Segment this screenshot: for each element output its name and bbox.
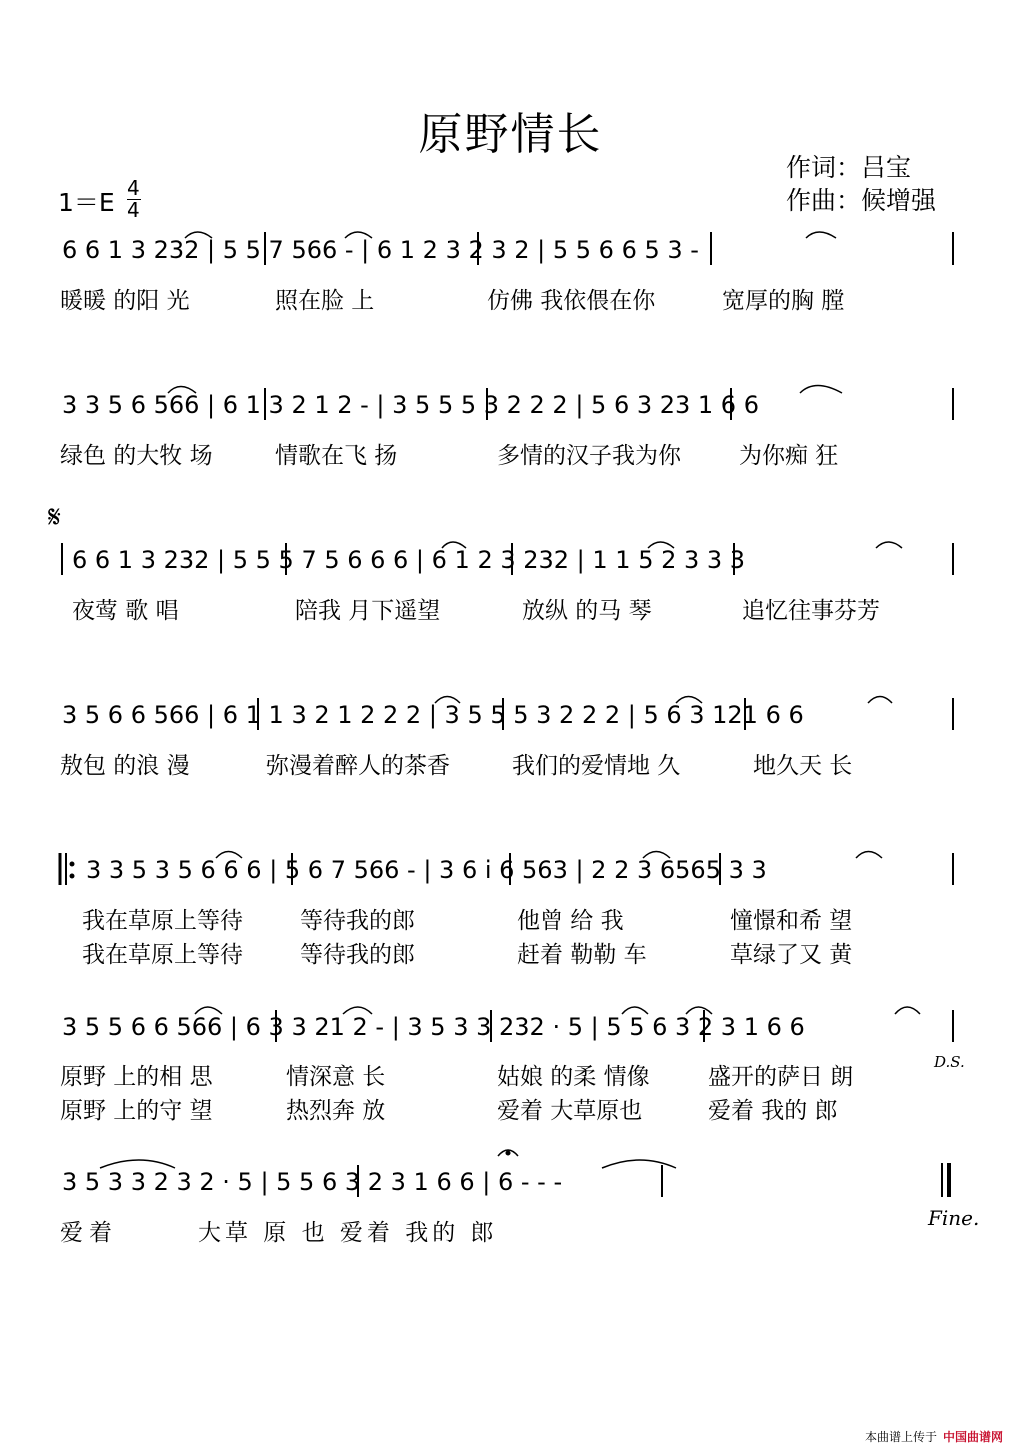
lyric-4-4: 地久天 长 [753, 753, 853, 779]
notes-row-3: 6 6 1 3 232 | 5 5 5 7 5 6 6 6 | 6 1 2 3 232 | 1 1 5 2 3 3 3 [72, 546, 746, 574]
lyric-6-1b: 原野 上的守 望 [60, 1098, 213, 1124]
repeat-dots [70, 862, 75, 879]
lyric-5-2: 等待我的郎 [300, 908, 415, 934]
measure-bars [60, 232, 953, 1197]
lyric-3-2: 陪我 月下遥望 [295, 598, 441, 624]
time-signature-bottom: 4 [127, 198, 140, 222]
notes-row-2: 3 3 5 6 566 | 6 1 3 2 1 2 - | 3 5 5 5 3 2 2 2 | 5 6 3 23 1 6 6 [62, 391, 759, 419]
notes-row-6: 3 5 5 6 6 566 | 6 3 3 21 2 - | 3 5 3 3 232 · 5 | 5 5 6 3 2 3 1 6 6 [62, 1013, 805, 1041]
fine-mark: Fine. [928, 1206, 980, 1230]
lyric-2-3: 多情的汉子我为你 [497, 443, 681, 469]
lyricist-credit: 作词：吕宝 [786, 153, 912, 182]
lyric-2-2: 情歌在飞 扬 [275, 443, 398, 469]
lyric-4-1: 敖包 的浪 漫 [60, 753, 190, 779]
footer-watermark [865, 1428, 1003, 1445]
lyric-4-3: 我们的爱情地 久 [512, 753, 681, 779]
lyric-7-1: 爱着 [60, 1220, 118, 1246]
time-signature-top: 4 [127, 176, 140, 200]
footer-upload-text: 本曲谱上传于 [864, 1430, 937, 1444]
notes-row-1: 6 6 1 3 232 | 5 5 7 566 - | 6 1 2 3 2 3 2 | 5 5 6 6 5 3 - [62, 236, 699, 264]
lyric-5-4: 憧憬和希 望 [730, 908, 853, 934]
lyric-5-2b: 等待我的郎 [300, 942, 415, 968]
ds-mark: D.S. [934, 1053, 965, 1071]
lyric-6-3: 姑娘 的柔 情像 [497, 1064, 650, 1090]
note-rows [62, 236, 805, 1196]
lyric-6-2b: 热烈奔 放 [286, 1098, 386, 1124]
composer-credit: 作曲：候增强 [786, 186, 937, 215]
lyric-6-4: 盛开的萨日 朗 [708, 1064, 854, 1090]
lyric-6-4b: 爱着 我的 郎 [708, 1098, 838, 1124]
lyric-1-4: 宽厚的胸 膛 [722, 288, 845, 314]
lyric-5-3: 他曾 给 我 [517, 908, 624, 934]
lyric-1-2: 照在脸 上 [275, 288, 375, 314]
page-title: 原野情长 [418, 109, 603, 160]
lyric-2-1: 绿色 的大牧 场 [60, 443, 213, 469]
lyric-3-1: 夜莺 歌 唱 [72, 598, 179, 624]
lyric-4-2: 弥漫着醉人的茶香 [266, 753, 450, 779]
notes-row-5: 3 3 5 3 5 6 6 6 | 5 6 7 566 - | 3 6 i 6 563 | 2 2 3 6565 3 3 [86, 856, 767, 884]
notes-row-4: 3 5 6 6 566 | 6 1 1 3 2 1 2 2 2 | 3 5 5 5 3 2 2 2 | 5 6 3 121 6 6 [62, 701, 804, 729]
lyric-2-4: 为你痴 狂 [739, 443, 839, 469]
lyric-1-3: 仿佛 我依偎在你 [487, 288, 656, 314]
lyric-3-3: 放纵 的马 琴 [522, 598, 652, 624]
lyric-5-1: 我在草原上等待 [82, 908, 243, 934]
lyric-6-1: 原野 上的相 思 [60, 1064, 213, 1090]
time-signature-divider [127, 199, 141, 200]
segno-sign: 𝄋 [48, 500, 61, 535]
lyric-7-2: 大草 原 也 爱着 我的 郎 [198, 1220, 498, 1246]
notes-row-7: 3 5 3 3 2 3 2 · 5 | 5 5 6 3 2 3 1 6 6 | 6 - - - [62, 1168, 563, 1196]
lyric-5-4b: 草绿了又 黄 [730, 942, 853, 968]
key-signature: 1＝E [58, 188, 115, 217]
lyric-6-2: 情深意 长 [286, 1064, 386, 1090]
lyric-5-1b: 我在草原上等待 [82, 942, 243, 968]
footer-site-logo[interactable]: 中国曲谱网 [942, 1430, 1003, 1444]
lyric-1-1: 暖暖 的阳 光 [60, 288, 190, 314]
lyric-3-4: 追忆往事芬芳 [742, 598, 880, 624]
lyric-6-3b: 爱着 大草原也 [497, 1098, 643, 1124]
lyric-5-3b: 赶着 勒勒 车 [517, 942, 647, 968]
slurs [100, 232, 920, 1168]
fermata [498, 1150, 518, 1156]
